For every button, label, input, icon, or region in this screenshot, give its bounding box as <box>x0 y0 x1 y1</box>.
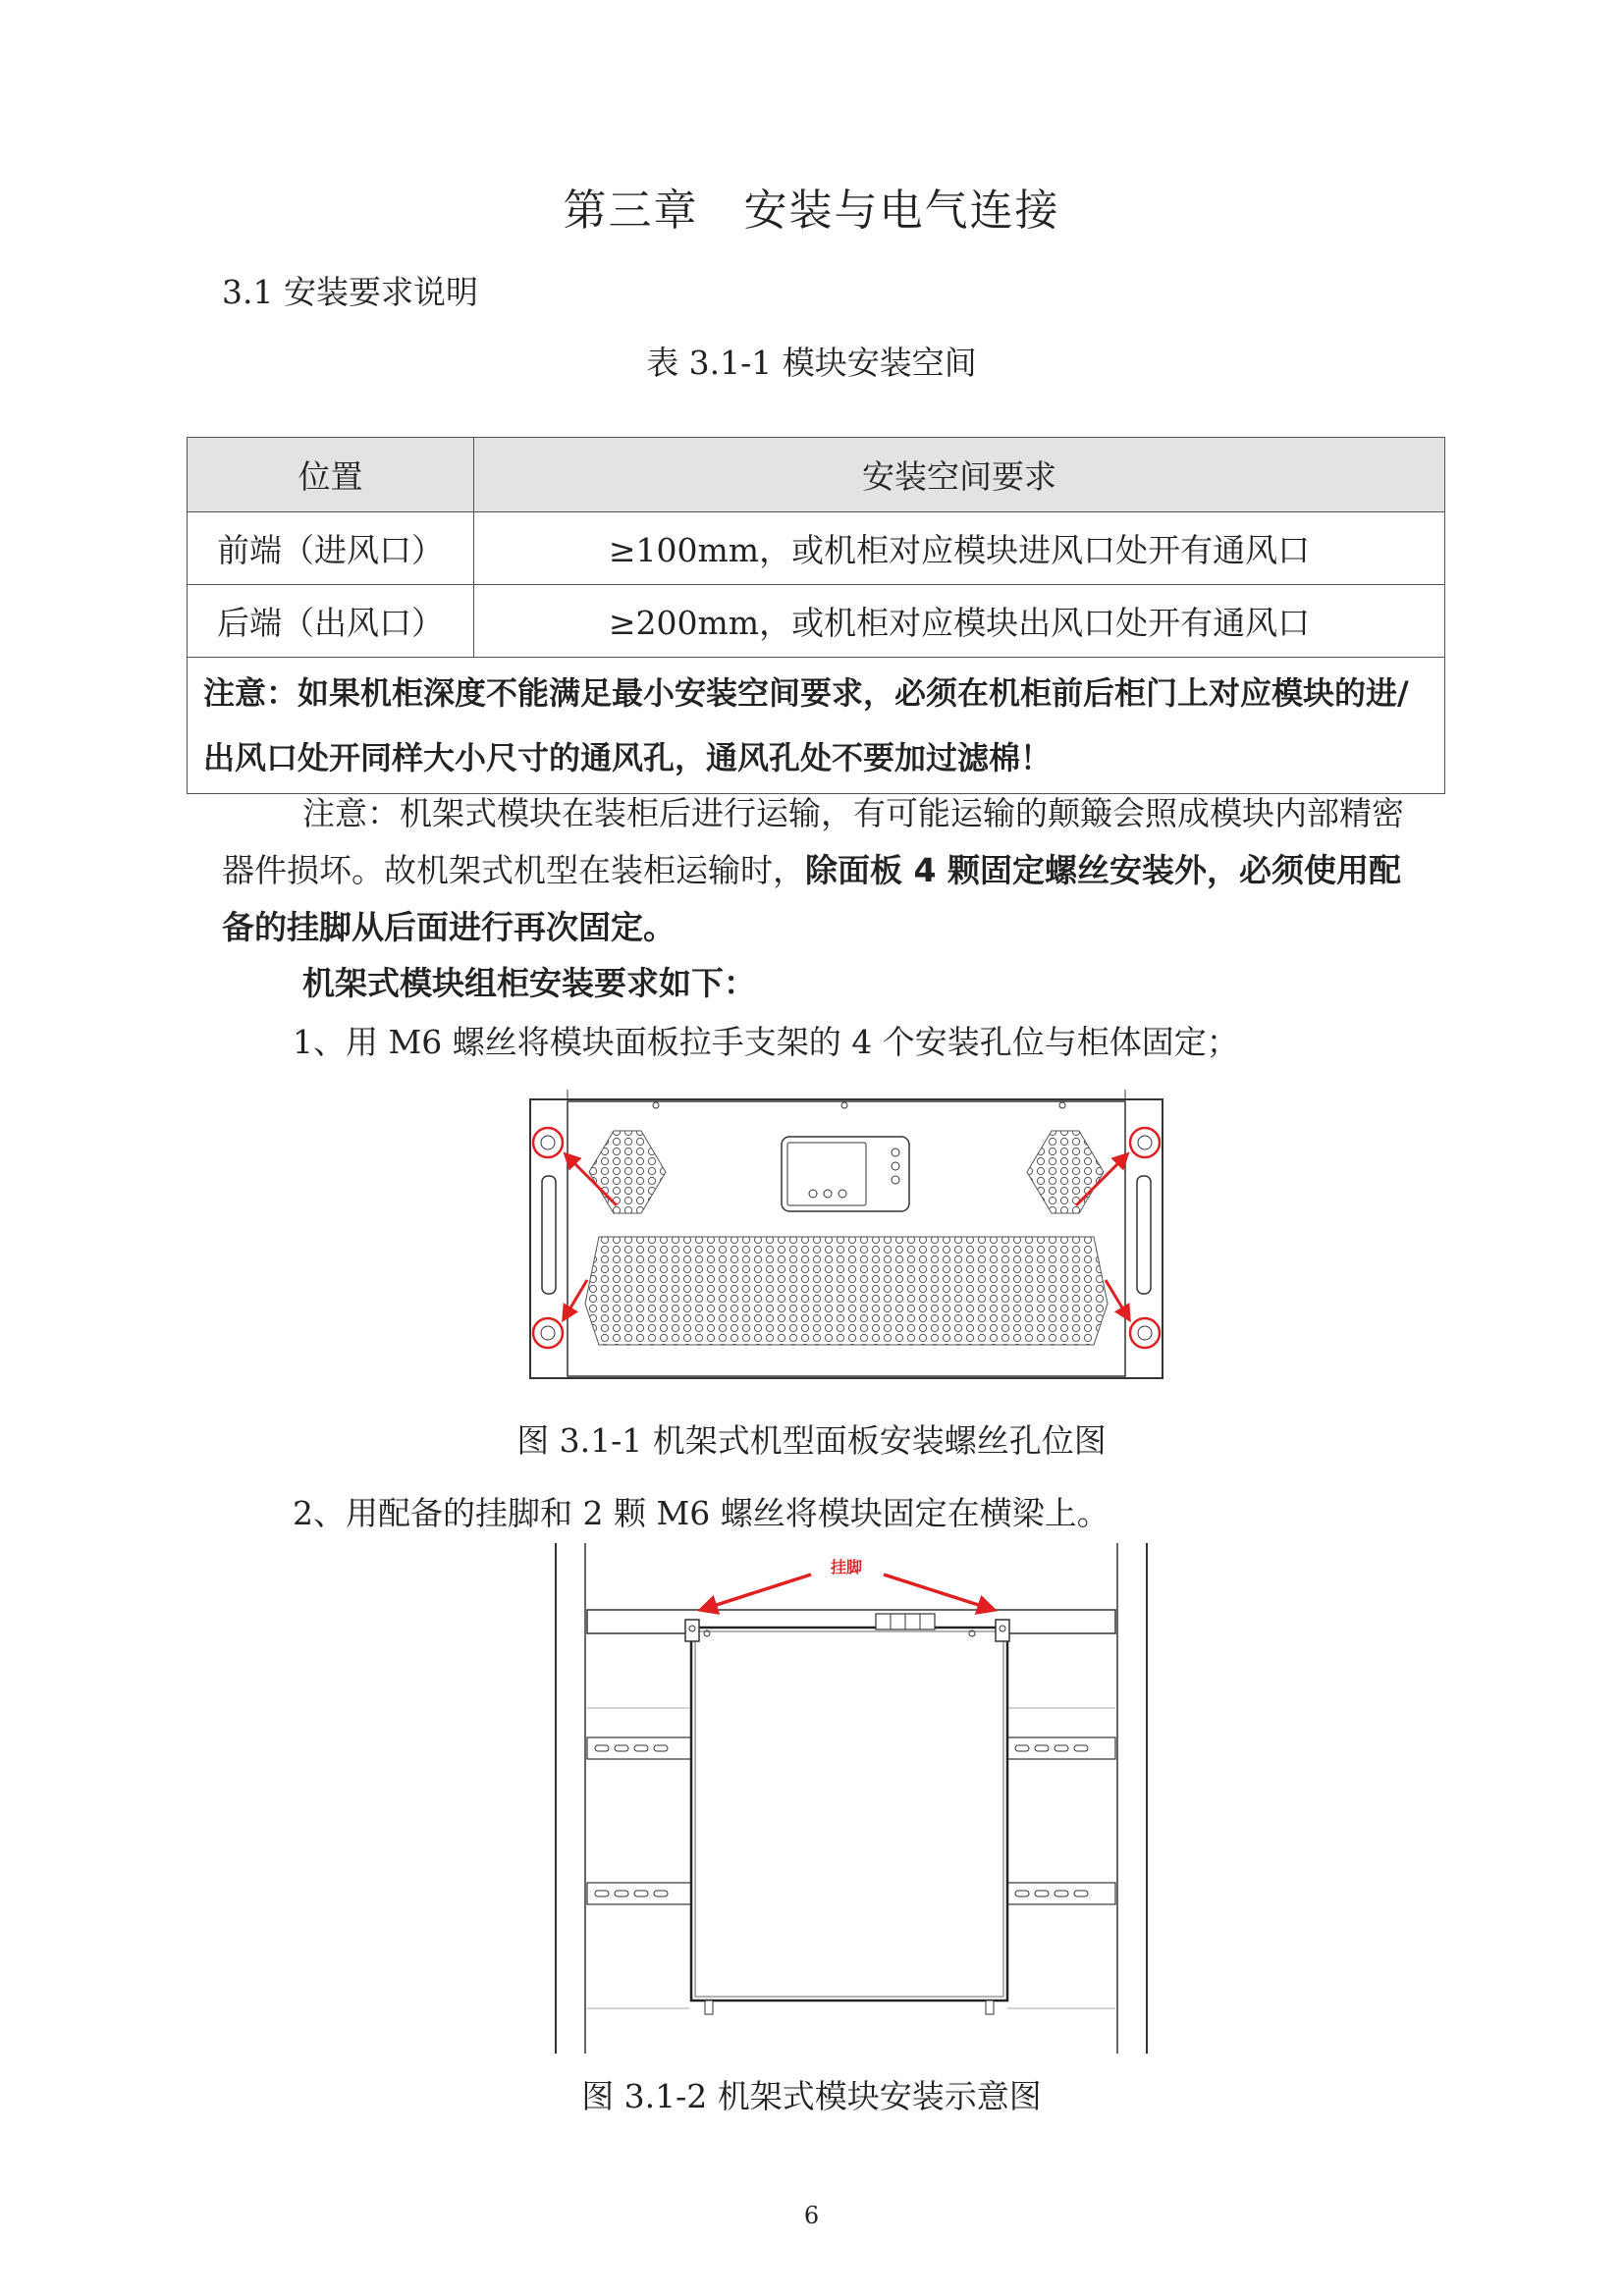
table-cell: ≥200mm，或机柜对应模块出风口处开有通风口 <box>474 585 1445 658</box>
section-title: 3.1 安装要求说明 <box>222 273 478 311</box>
step-1: 1、用 M6 螺丝将模块面板拉手支架的 4 个安装孔位与柜体固定； <box>293 1023 1239 1061</box>
figure-1-caption: 图 3.1-1 机架式机型面板安装螺丝孔位图 <box>516 1421 1107 1460</box>
transport-note-bold: 除面板 4 颗固定螺丝安装外，必须使用配备的挂脚从后面进行再次固定。 <box>222 851 1401 946</box>
table-note-row <box>188 658 1445 794</box>
table-header-cell: 安装空间要求 <box>474 438 1445 512</box>
figure-rack-mounting <box>552 1543 1151 2054</box>
table-row <box>188 512 1445 585</box>
rack-module <box>691 1628 1007 2001</box>
side-rail-left-1 <box>587 1737 691 1759</box>
table-cell: 前端（进风口） <box>188 512 474 585</box>
side-rail-left-2 <box>587 1883 691 1904</box>
transport-note-paragraph <box>222 785 1410 956</box>
page-number: 6 <box>803 2202 820 2229</box>
table-header-cell: 位置 <box>188 438 474 512</box>
table-cell: ≥100mm，或机柜对应模块进风口处开有通风口 <box>474 512 1445 585</box>
transport-note-text: 注意：机架式模块在装柜后进行运输，有可能运输的颠簸会照成模块内部精密器件损坏。故机架式机型在装柜运输时， <box>222 794 1404 889</box>
step-2: 2、用配备的挂脚和 2 颗 M6 螺丝将模块固定在横梁上。 <box>293 1494 1109 1532</box>
figure-2-caption: 图 3.1-2 机架式模块安装示意图 <box>581 2077 1042 2115</box>
figure-panel-screw-holes <box>528 1088 1164 1382</box>
side-rail-right-1 <box>1005 1737 1115 1759</box>
table-note: 注意：如果机柜深度不能满足最小安装空间要求，必须在机柜前后柜门上对应模块的进/出风口处开同样大小尺寸的通风孔，通风孔处不要加过滤棉！ <box>188 658 1445 794</box>
mounting-foot-label: 挂脚 <box>830 1558 863 1576</box>
mounting-foot-left <box>685 1620 699 1641</box>
table-caption: 表 3.1-1 模块安装空间 <box>646 344 977 382</box>
table-header-row <box>188 438 1445 512</box>
table-cell: 后端（出风口） <box>188 585 474 658</box>
arrow <box>701 1575 811 1610</box>
install-space-table <box>187 437 1445 794</box>
table-row <box>188 585 1445 658</box>
chapter-title: 第三章 安装与电气连接 <box>563 186 1060 236</box>
mounting-foot-right <box>996 1620 1009 1641</box>
requirements-heading: 机架式模块组柜安装要求如下： <box>302 964 756 1002</box>
arrow <box>884 1575 994 1610</box>
side-rail-right-2 <box>1005 1883 1115 1904</box>
main-vent-grille <box>585 1237 1108 1345</box>
